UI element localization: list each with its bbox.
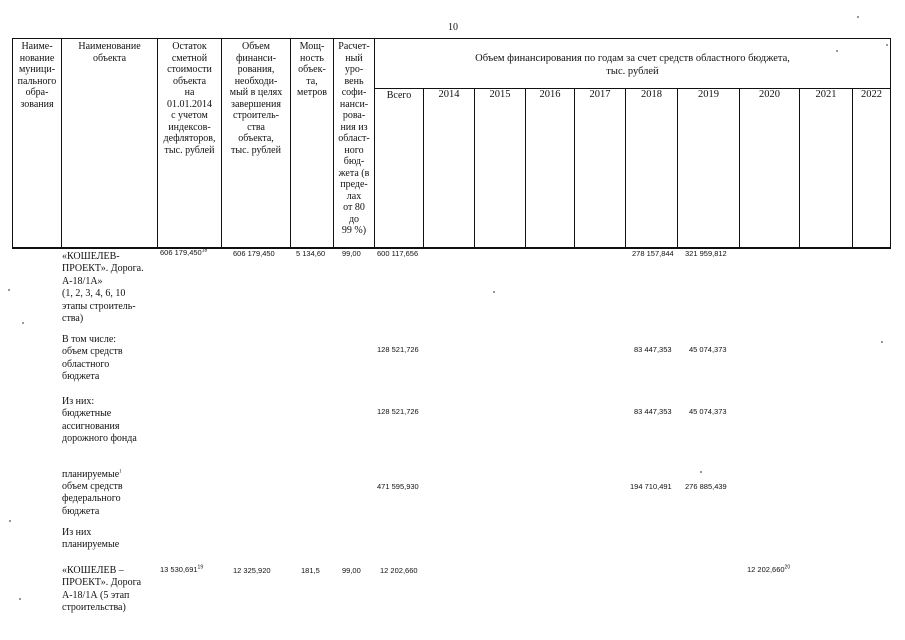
total-value: 12 202,660 xyxy=(380,566,418,575)
scan-speck xyxy=(8,289,10,291)
scan-speck xyxy=(881,341,883,343)
year-2018-value: 194 710,491 xyxy=(630,482,672,491)
scan-speck xyxy=(700,471,702,473)
year-2019-value: 276 885,439 xyxy=(685,482,727,491)
header-year: 2014 xyxy=(438,89,460,100)
page-number: 10 xyxy=(448,22,458,33)
header-remainder: Остаток сметной стоимости объекта на 01.01.2014 с учетом индексов- дефляторов, тыс. рублей xyxy=(163,41,216,156)
total-value: 128 521,726 xyxy=(377,407,419,416)
year-2018-value: 83 447,353 xyxy=(634,345,672,354)
scan-speck xyxy=(857,16,859,18)
remainder-value xyxy=(160,248,207,257)
year-2018-value: 278 157,844 xyxy=(632,249,674,258)
scan-speck xyxy=(22,322,24,324)
footnote-mark: 1 xyxy=(119,470,122,476)
capacity-value: 181,5 xyxy=(301,566,320,575)
header-year: 2020 xyxy=(759,89,780,100)
header-year: 2016 xyxy=(539,89,561,100)
object-name: «КОШЕЛЕВ – ПРОЕКТ». Дорога А-18/1А (5 этап строительства) xyxy=(62,565,142,614)
footnote-mark: 20 xyxy=(784,564,791,571)
header-year: 2021 xyxy=(815,89,837,100)
scan-speck xyxy=(19,598,21,600)
year-2019-value: 45 074,373 xyxy=(689,345,727,354)
total-value: 600 117,656 xyxy=(377,249,419,258)
year-2019-value: 45 074,373 xyxy=(689,407,727,416)
remainder-number: 606 179,450 xyxy=(160,248,202,257)
row-label: объем средств федерального бюджета xyxy=(62,481,123,517)
object-name: «КОШЕЛЕВ- ПРОЕКТ». Дорога. А-18/1А» (1, 2, 3, 4, 6, 10 этапы строитель- ства) xyxy=(62,251,144,325)
header-municipality: Наиме- нование муници- пального обра- зования xyxy=(17,41,57,110)
header-year: 2022 xyxy=(861,89,882,100)
header-total: Всего xyxy=(386,90,412,101)
row-label-text: планируемые xyxy=(62,469,120,481)
header-funding: Объем финансирования по годам за счет средств областного бюджета, тыс. рублей xyxy=(475,53,790,77)
footnote-mark: 19 xyxy=(197,564,204,571)
capacity-value: 5 134,60 xyxy=(296,249,326,258)
header-object: Наименование объекта xyxy=(78,41,141,64)
level-value: 99,00 xyxy=(342,249,361,258)
remainder-number: 13 530,691 xyxy=(160,565,198,574)
level-value: 99,00 xyxy=(342,566,361,575)
header-capacity: Мощ- ность объек- та, метров xyxy=(297,41,327,98)
row-label: В том числе: объем средств областного бюджета xyxy=(62,334,123,383)
scan-speck xyxy=(493,291,495,293)
header-year: 2019 xyxy=(698,89,719,100)
table-header xyxy=(12,38,891,248)
header-year: 2015 xyxy=(489,89,511,100)
row-label: Из них: бюджетные ассигнования дорожного фонда xyxy=(62,396,137,445)
year-2020-value xyxy=(747,565,790,574)
row-label xyxy=(62,457,157,482)
year-2020-number: 12 202,660 xyxy=(747,565,785,574)
header-level: Расчет- ный уро- вень софи- нанси- рова- ния из област- ного бюд- жета (в преде- лах от 80 до 99 %) xyxy=(338,41,370,236)
header-year: 2018 xyxy=(641,89,662,100)
footnote-mark: 18 xyxy=(201,247,208,254)
header-year: 2017 xyxy=(589,89,611,100)
volume-value: 12 325,920 xyxy=(233,566,271,575)
year-2019-value: 321 959,812 xyxy=(685,249,727,258)
volume-value: 606 179,450 xyxy=(233,249,275,258)
total-value: 128 521,726 xyxy=(377,345,419,354)
year-2018-value: 83 447,353 xyxy=(634,407,672,416)
scan-speck xyxy=(9,520,11,522)
header-volume: Объем финанси- рования, необходи- мый в целях завершения строитель- ства объекта, тыс. рублей xyxy=(229,41,283,156)
row-label: Из них планируемые xyxy=(62,527,120,551)
total-value: 471 595,930 xyxy=(377,482,419,491)
remainder-value xyxy=(160,565,203,574)
